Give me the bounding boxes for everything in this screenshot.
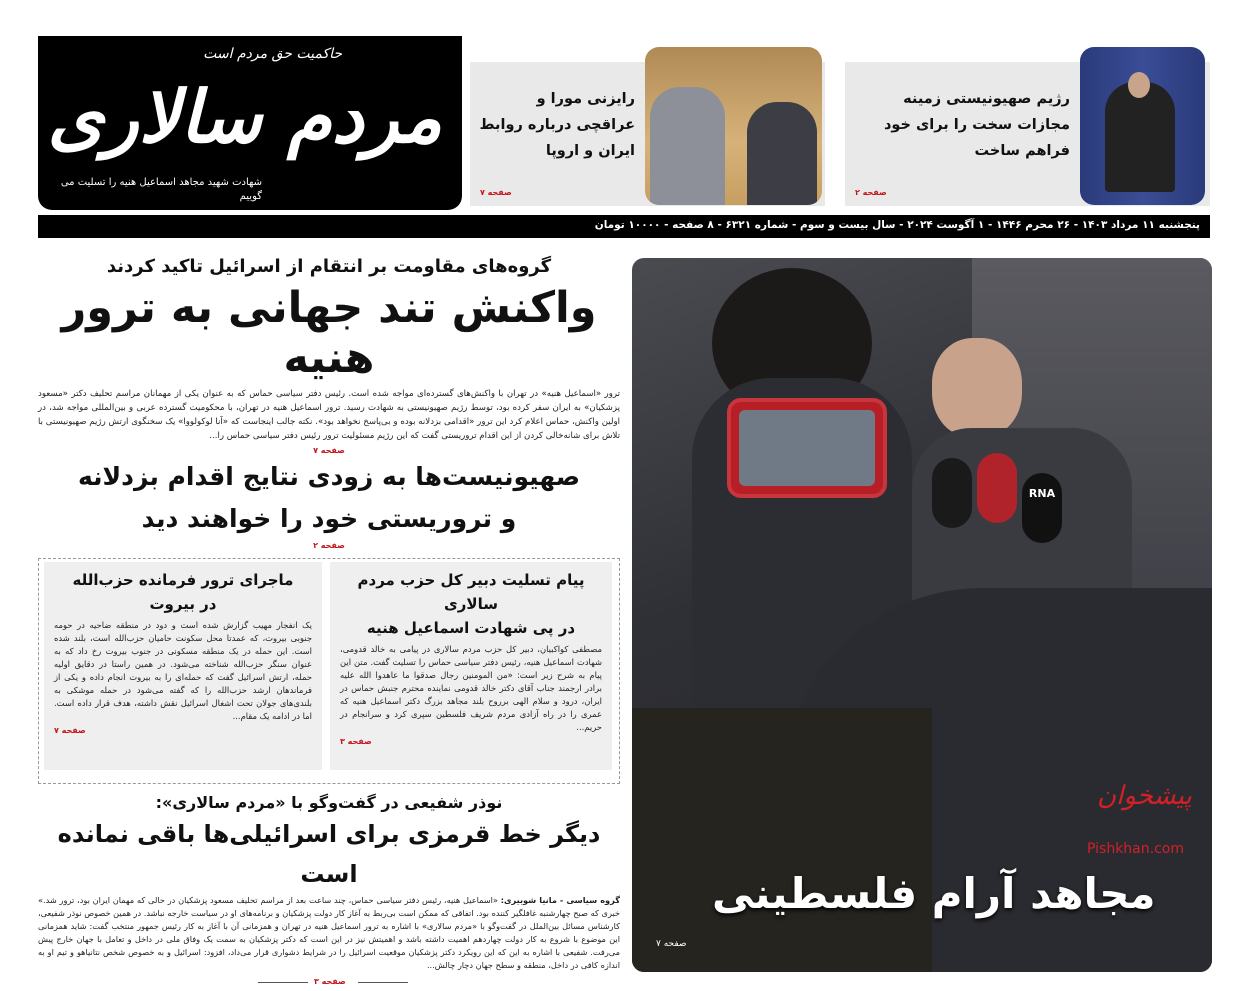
hezbollah-box[interactable] <box>44 562 322 770</box>
box-body: مصطفی کواکبیان، دبیر کل حزب مردم سالاری در پیامی به خالد قدومی، شهادت اسماعیل هنیه، رئیس دفتر سیاسی حماس را تسلیت گفت. متن این پیام به شرح زیر است: «من المومنین رجال صدقوا ما عاهدوا الله علیه برادر ارجمند جناب آقای دکتر خالد قدومی نماینده محترم جنبش حماس در ایران، درود و سلام الهی برروح بلند مجاهد بزرگ دکتر اسماعیل هنیه که عمری را در راه آزادی مردم شریف فلسطین سپری کرد و سرانجام در حریم... <box>340 644 602 732</box>
page-ref: صفحه ۷ <box>656 939 687 949</box>
mic-label: RNA <box>1022 473 1062 543</box>
interview-body: «اسماعیل هنیه، رئیس دفتر سیاسی حماس، چند ساعت بعد از مراسم تحلیف مسعود پزشکیان در حالی که مهمان ایران بود، ترور شد.» خبری که صبح چهارشنبه غافلگیر کننده بود. اتفاقی که ممکن است بی‌ربط به آغاز کار دولت پزشکیان و برنامه‌های او در سیاست خارجه نباشد. در همین خصوص نوذر شفیعی، کارشناس مسائل بین‌الملل در گفت‌وگو با «مردم سالاری» با اشاره به ترور اسماعیل هنیه در تهران و همزمانی آن با آغاز به کار رئیس جمهور منتخب گفت: شاید همزمانی این موضوع با شروع به کار دولت چهاردهم اهمیت داشته باشد و اهمیتش نیز در این است که دکتر پزشکیان به سمت یک وفاق ملی در داخل و تعامل با جهان خارج پیش می‌رفت. شفیعی با اشاره به این که این رویکرد دکتر پزشکیان موقعیت اسرائیل را در شرایط دشواری قرار می‌داد، افزود: اسرائیل و به خصوص شخص نتانیاهو و تیم او به اندازه کافی در داخل، منطقه و سطح جهان دچار چالش... <box>38 895 620 970</box>
box-body: یک انفجار مهیب گزارش شده است و دود در منطقه ضاحیه در حومه جنوبی بیروت، که عمدتا محل سکونت حامیان حزب‌الله است، بلند شده است. این حمله در یک منطقه مسکونی در جنوب بیروت رخ داد که به عنوان سنگر حزب‌الله شناخته می‌شود. در همین راستا در دقایق اولیه حمله، ارتش اسرائیل گفت که حمله‌ای را به بیروت انجام داده و یکی از فرماندهان ارشد حزب‌الله را که گفته می‌شود در حمله موشکی به بلندی‌های جولان تحت اشغال اسرائیل نقش داشته، هدف قرار داده است. اما در ادامه یک مقام... <box>54 620 312 721</box>
newspaper-logo: مردم سالاری <box>47 74 442 159</box>
lead-kicker: گروه‌های مقاومت بر انتقام از اسرائیل تاکید کردند <box>106 256 552 277</box>
box-title: در بیروت <box>149 595 217 613</box>
interview-kicker: نوذر شفیعی در گفت‌وگو با «مردم سالاری»: <box>155 793 503 812</box>
teaser-photo <box>1080 47 1205 205</box>
box-title: در پی شهادت اسماعیل هنیه <box>366 619 576 637</box>
teaser-title: رایزنی مورا و عراقچی درباره روابط ایران و اروپا <box>479 91 635 159</box>
teaser-title: رژیم صهیونیستی زمینه مجازات سخت را برای خود فراهم ساخت <box>883 91 1070 159</box>
page-ref: صفحه ۲ <box>855 188 887 197</box>
condolence-box[interactable] <box>330 562 612 770</box>
phone <box>727 398 887 498</box>
lead-story[interactable] <box>38 256 620 456</box>
second-headline-line1[interactable]: صهیونیست‌ها به زودی نتایج اقدام بزدلانه <box>77 462 581 491</box>
main-photo[interactable] <box>632 258 1212 972</box>
teaser-1[interactable] <box>845 62 1210 206</box>
watermark-en: Pishkhan.com <box>1087 841 1184 857</box>
page-ref: صفحه ۷ <box>313 446 345 455</box>
watermark-fa: پیشخوان <box>1097 781 1192 811</box>
box-title: ماجرای ترور فرمانده حزب‌الله <box>72 571 294 589</box>
page-ref: صفحه ۷ <box>480 188 512 197</box>
page-ref: صفحه ۳ <box>314 977 346 986</box>
page-ref: صفحه ۲ <box>313 541 345 550</box>
masthead <box>38 36 462 210</box>
box-title: پیام تسلیت دبیر کل حزب مردم سالاری <box>357 571 585 613</box>
page-ref: صفحه ۷ <box>54 726 86 735</box>
second-story[interactable] <box>38 456 620 551</box>
second-headline-line2[interactable]: و تروریستی خود را خواهند دید <box>141 504 517 533</box>
lead-headline[interactable]: واکنش تند جهانی به ترور هنیه <box>61 283 597 383</box>
teaser-2[interactable] <box>470 62 825 206</box>
condolence-line: شهادت شهید مجاهد اسماعیل هنیه را تسلیت می گوییم <box>60 177 262 202</box>
interview-headline[interactable]: دیگر خط قرمزی برای اسرائیلی‌ها باقی نمانده است <box>57 820 601 888</box>
page-ref: صفحه ۳ <box>340 737 372 746</box>
interview-story[interactable] <box>38 792 620 990</box>
lead-body: ترور «اسماعیل هنیه» در تهران با واکنش‌های گسترده‌ای مواجه شده است. رئیس دفتر سیاسی حماس که به عنوان یکی از مهمانان مراسم تحلیف دکتر «مسعود پزشکیان» به ایران سفر کرده بود، توسط رژیم صهیونیستی به شهادت رسید. ترور اسماعیل هنیه در تهران، با محکومیت گسترده عربی و بین‌المللی مواجه شد، در اولین واکنش، حماس اعلام کرد این ترور «اقدامی بزدلانه بوده و بی‌پاسخ نخواهد بود». نکته جالب اینجاست که «آنا لوکولووا» یک سخنگوی ارتش رژیم صهیونیستی با تلاش برای شانه‌خالی کردن از این اقدام تروریستی گفت که این رژیم مسئولیت ترور رئیس دفتر سیاسی حماس را... <box>38 389 620 441</box>
motto: حاکمیت حق مردم است <box>203 46 342 62</box>
teaser-photo <box>645 47 822 205</box>
dateline: پنجشنبه ۱۱ مرداد ۱۴۰۳ - ۲۶ محرم ۱۴۴۶ - ۱ آگوست ۲۰۲۴ - سال بیست و سوم - شماره ۶۳۲۱ - ۸ صفحه - ۱۰۰۰۰ تومان <box>38 215 1210 238</box>
photo-caption: مجاهد آرام فلسطینی <box>712 869 1156 918</box>
byline: گروه سیاسی - مانیا شوبیری: <box>500 895 620 905</box>
